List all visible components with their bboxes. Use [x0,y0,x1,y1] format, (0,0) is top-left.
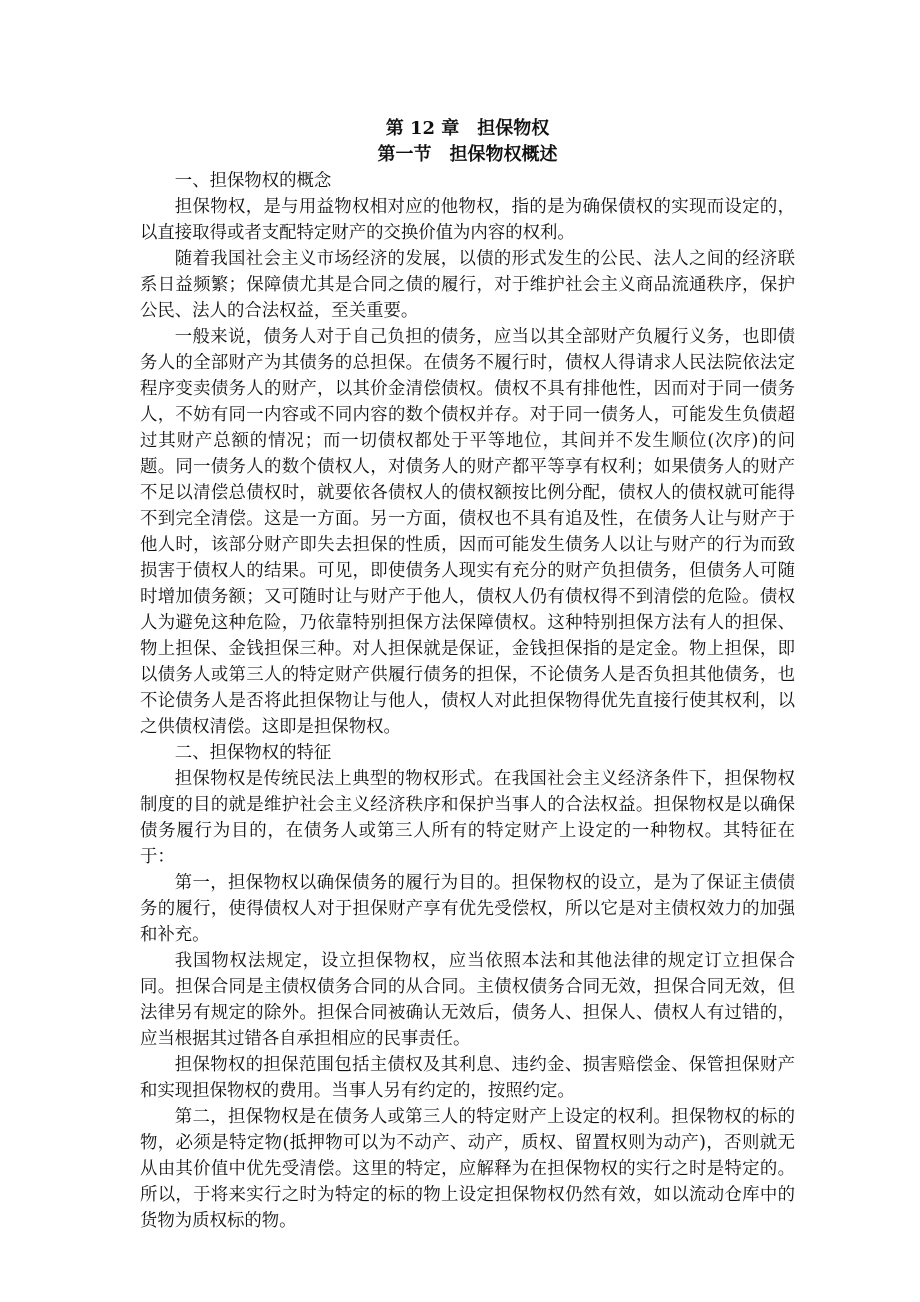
paragraph: 担保物权，是与用益物权相对应的他物权，指的是为确保债权的实现而设定的，以直接取得或者支配特定财产的交换价值为内容的权利。 [140,197,795,243]
paragraph: 一般来说，债务人对于自己负担的债务，应当以其全部财产负履行义务，也即债务人的全部财产为其债务的总担保。在债务不履行时，债权人得请求人民法院依法定程序变卖债务人的财产，以其价金清偿债权。债权不具有排他性，因而对于同一债务人，不妨有同一内容或不同内容的数个债权并存。对于同一债务人，可能发生负债超过其财产总额的情况；而一切债权都处于平等地位，其间并不发生顺位(次序)的问题。同一债务人的数个债权人，对债务人的财产都平等享有权利；如果债务人的财产不足以清偿总债权时，就要依各债权人的债权额按比例分配，债权人的债权就可能得不到完全清偿。这是一方面。另一方面，债权也不具有追及性，在债务人让与财产于他人时，该部分财产即失去担保的性质，因而可能发生债务人以让与财产的行为而致损害于债权人的结果。可见，即使债务人现实有充分的财产负担债务，但债务人可随时增加债务额；又可随时让与财产于他人，债权人仍有债权得不到清偿的危险。债权人为避免这种危险，乃依靠特别担保方法保障债权。这种特别担保方法有人的担保、物上担保、金钱担保三种。对人担保就是保证，金钱担保指的是定金。物上担保，即以债务人或第三人的特定财产供履行债务的担保，不论债务人是否负担其他债务，也不论债务人是否将此担保物让与他人，债权人对此担保物得优先直接行使其权利，以之供债权清偿。这即是担保物权。 [140,327,795,737]
paragraph: 担保物权的担保范围包括主债权及其利息、违约金、损害赔偿金、保管担保财产和实现担保物权的费用。当事人另有约定的，按照约定。 [140,1055,795,1101]
paragraph: 第二，担保物权是在债务人或第三人的特定财产上设定的权利。担保物权的标的物，必须是特定物(抵押物可以为不动产、动产，质权、留置权则为动产)，否则就无从由其价值中优先受清偿。这里的特定，应解释为在担保物权的实行之时是特定的。所以，于将来实行之时为特定的标的物上设定担保物权仍然有效，如以流动仓库中的货物为质权标的物。 [140,1107,795,1231]
subheading: 二、担保物权的特征 [174,743,332,763]
paragraph: 随着我国社会主义市场经济的发展，以债的形式发生的公民、法人之间的经济联系日益频繁；保障债尤其是合同之债的履行，对于维护社会主义商品流通秩序，保护公民、法人的合法权益，至关重要。 [140,249,795,321]
section-title: 第一节 担保物权概述 [377,144,558,165]
paragraph: 我国物权法规定，设立担保物权，应当依照本法和其他法律的规定订立担保合同。担保合同是主债权债务合同的从合同。主债权债务合同无效，担保合同无效，但法律另有规定的除外。担保合同被确认无效后，债务人、担保人、债权人有过错的，应当根据其过错各自承担相应的民事责任。 [140,951,795,1049]
paragraph: 担保物权是传统民法上典型的物权形式。在我国社会主义经济条件下，担保物权制度的目的就是维护社会主义经济秩序和保护当事人的合法权益。担保物权是以确保债务履行为目的，在债务人或第三人所有的特定财产上设定的一种物权。其特征在于： [140,769,795,867]
subheading: 一、担保物权的概念 [174,171,332,191]
chapter-title: 第 12 章 担保物权 [385,118,550,139]
document-body [140,108,795,1234]
paragraph: 第一，担保物权以确保债务的履行为目的。担保物权的设立，是为了保证主债债务的履行，使得债权人对于担保财产享有优先受偿权，所以它是对主债权效力的加强和补充。 [140,873,795,945]
